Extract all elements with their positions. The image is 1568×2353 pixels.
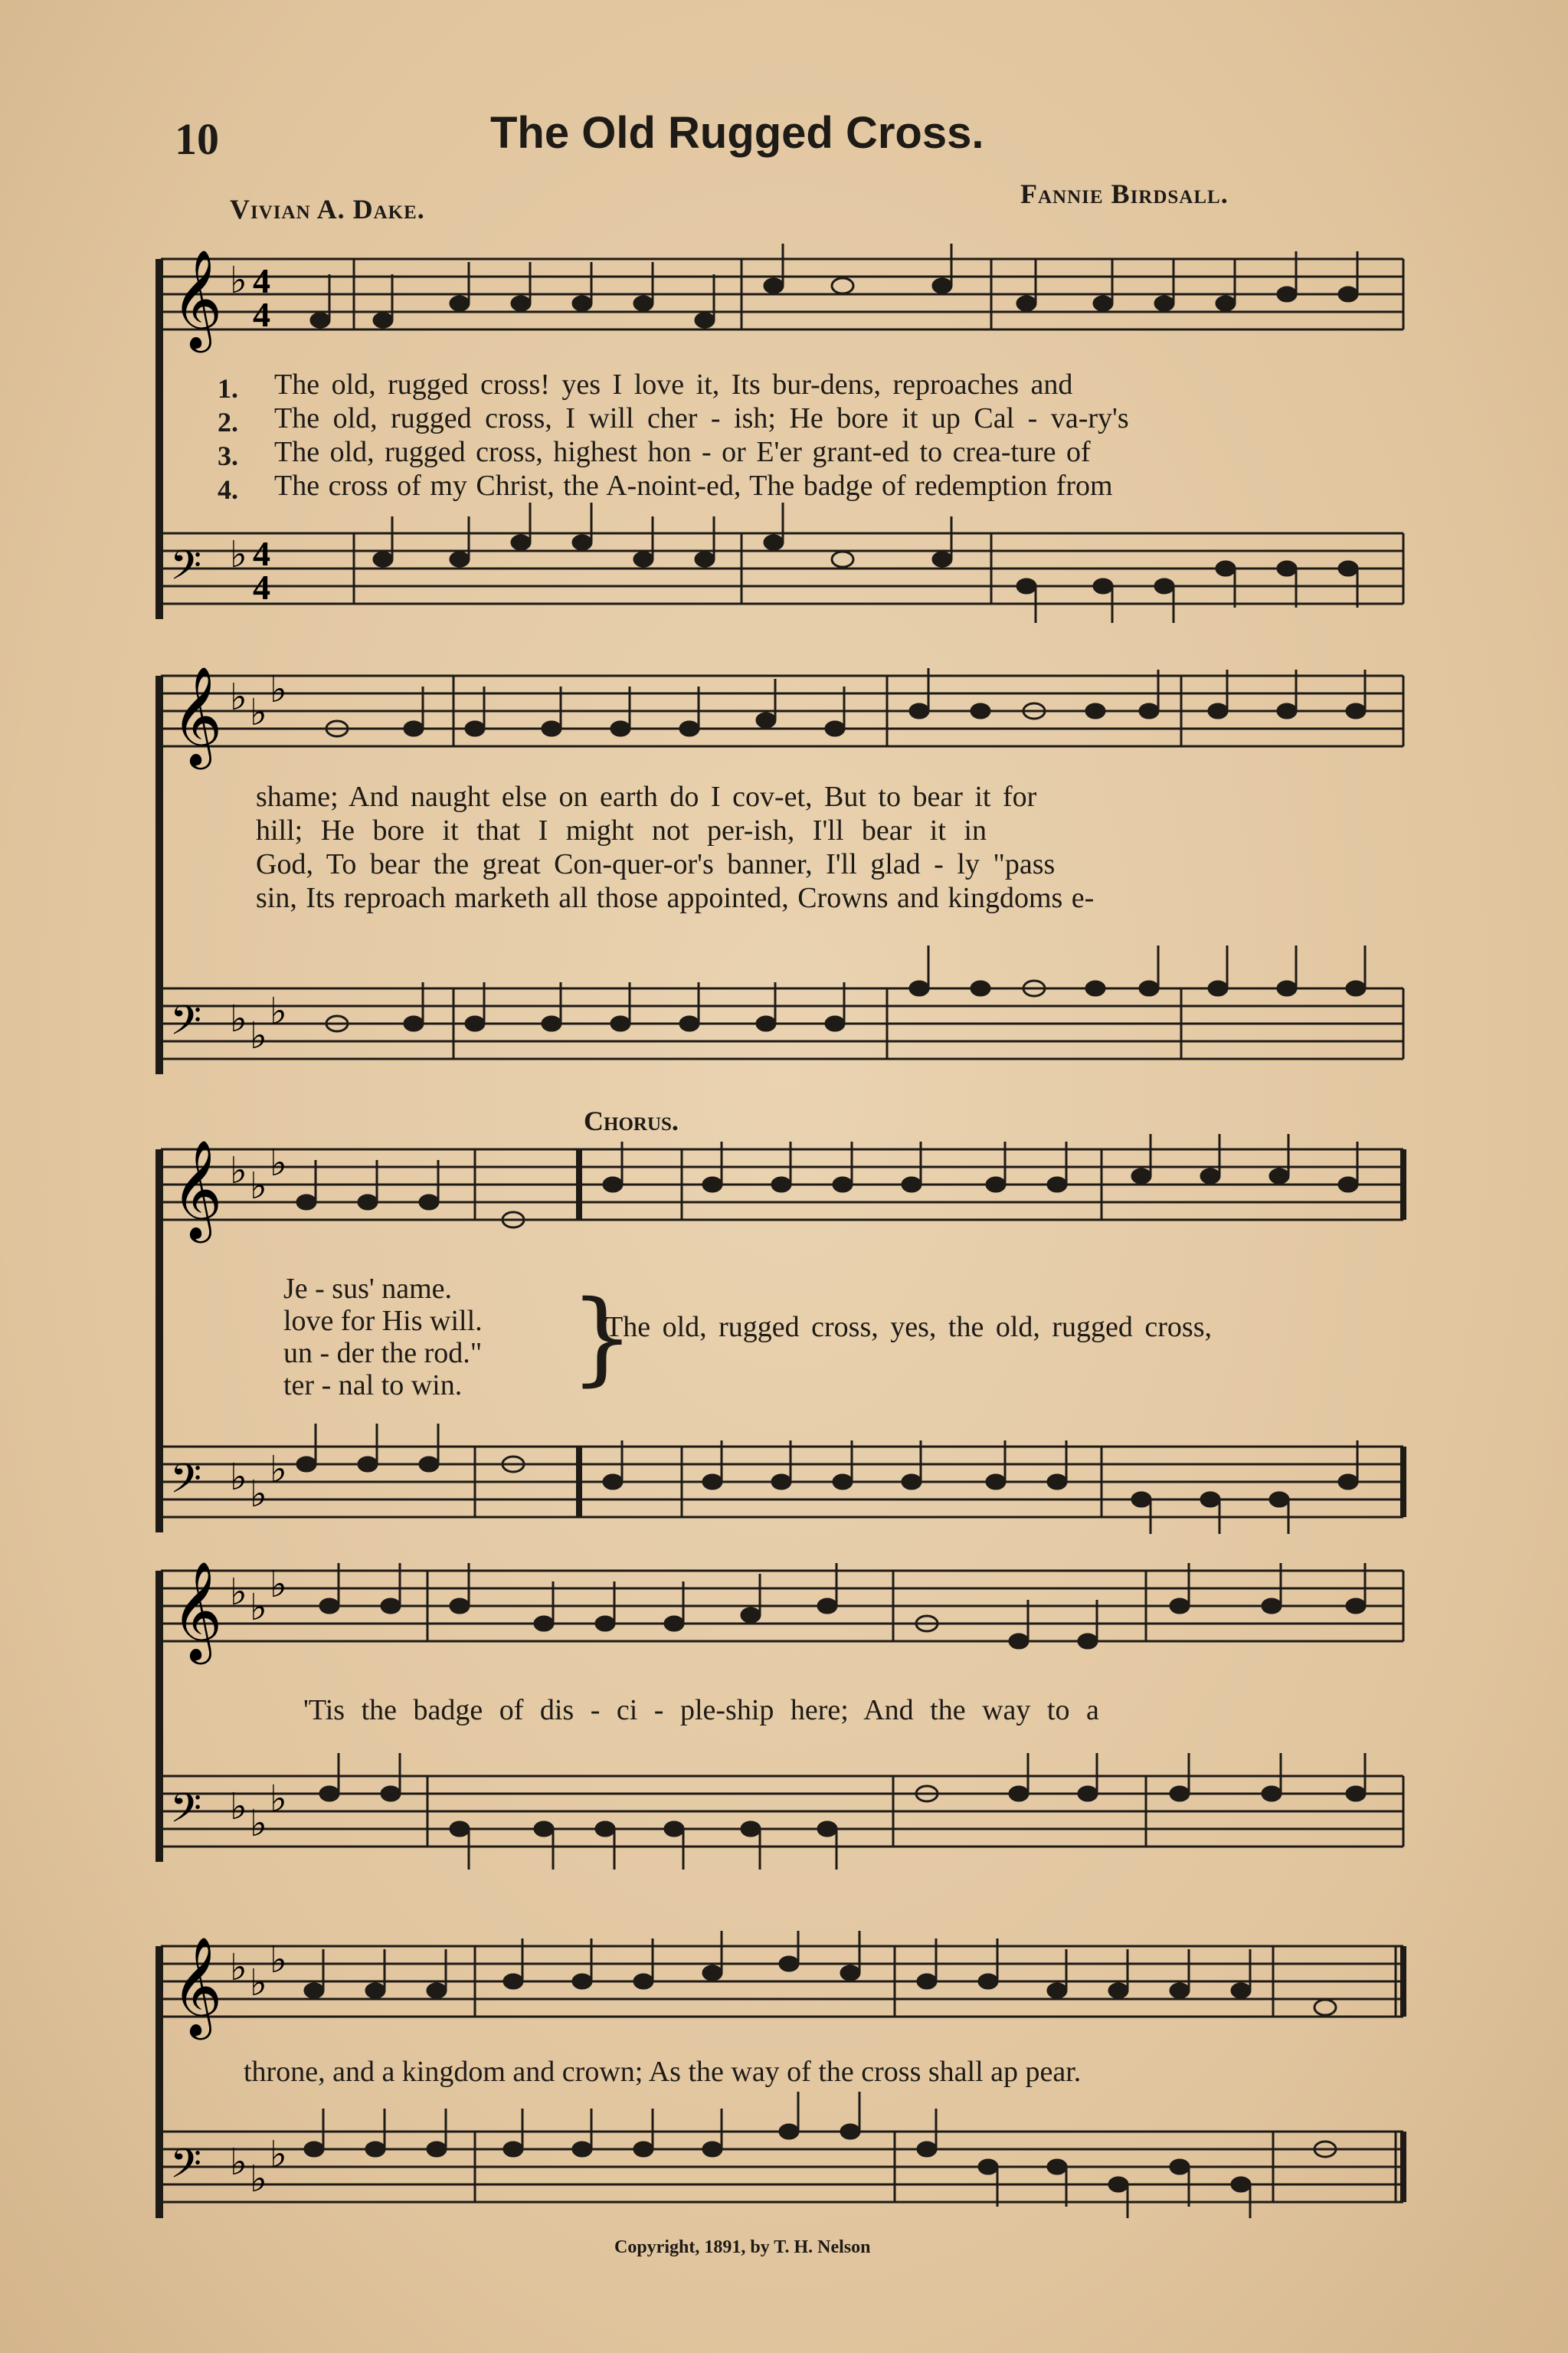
svg-text:♭: ♭	[250, 1586, 267, 1629]
verse-2-ending: love for His will.	[283, 1305, 483, 1337]
chorus-line-2: 'Tis the badge of dis - ci - ple-ship here; And the way to a	[303, 1694, 1099, 1726]
svg-text:♭: ♭	[250, 1802, 267, 1845]
verse-4-line-2: sin, Its reproach marketh all those appointed, Crowns and kingdoms e-	[256, 882, 1095, 914]
svg-text:4: 4	[253, 534, 270, 573]
svg-text:♭: ♭	[230, 533, 247, 576]
svg-text:𝄢: 𝄢	[170, 1456, 202, 1512]
copyright-notice: Copyright, 1891, by T. H. Nelson	[614, 2237, 871, 2257]
verse-number-4: 4.	[218, 474, 238, 505]
svg-text:♭: ♭	[270, 1142, 287, 1185]
svg-text:♭: ♭	[250, 2158, 267, 2201]
music-system-4	[153, 1555, 1409, 1877]
svg-text:𝄞: 𝄞	[172, 1139, 223, 1239]
music-system-2	[153, 660, 1409, 1078]
svg-text:𝄞: 𝄞	[172, 1936, 223, 2036]
verse-4-ending: ter - nal to win.	[283, 1369, 463, 1401]
verse-2-line-2: hill; He bore it that I might not per-ish, I'll bear it in	[256, 814, 987, 847]
svg-text:𝄢: 𝄢	[170, 998, 202, 1054]
svg-text:♭: ♭	[250, 691, 267, 734]
verse-number-2: 2.	[218, 407, 238, 438]
svg-text:♭: ♭	[270, 668, 287, 711]
svg-text:𝄞: 𝄞	[172, 1561, 223, 1660]
svg-text:𝄢: 𝄢	[170, 542, 202, 599]
svg-text:𝄞: 𝄞	[172, 249, 223, 349]
svg-text:♭: ♭	[250, 1961, 267, 2004]
page-number: 10	[175, 114, 219, 164]
chorus-line-3: throne, and a kingdom and crown; As the way of the cross shall ap pear.	[244, 2056, 1082, 2088]
song-title: The Old Rugged Cross.	[490, 108, 984, 158]
verse-1-line-2: shame; And naught else on earth do I cov-et, But to bear it for	[256, 781, 1037, 813]
svg-text:♭: ♭	[270, 1938, 287, 1981]
chorus-label: Chorus.	[584, 1106, 679, 1136]
svg-text:𝄞: 𝄞	[172, 666, 223, 765]
svg-text:♭: ♭	[230, 1456, 247, 1499]
svg-text:♭: ♭	[230, 1571, 247, 1614]
svg-text:♭: ♭	[270, 2133, 287, 2176]
lyricist-credit: Vivian A. Dake.	[230, 194, 425, 224]
svg-text:♭: ♭	[250, 1473, 267, 1516]
svg-text:𝄢: 𝄢	[170, 1785, 202, 1842]
svg-text:♭: ♭	[270, 990, 287, 1033]
verse-number-3: 3.	[218, 441, 238, 471]
verse-1-line-1: The old, rugged cross! yes I love it, Its bur-dens, reproaches and	[274, 369, 1073, 401]
verse-4-line-1: The cross of my Christ, the A-noint-ed, The badge of redemption from	[274, 470, 1113, 502]
svg-text:♭: ♭	[270, 1563, 287, 1606]
verse-3-ending: un - der the rod."	[283, 1337, 483, 1369]
verse-2-line-1: The old, rugged cross, I will cher - ish; He bore it up Cal - va-ry's	[274, 402, 1129, 434]
music-system-3	[153, 1134, 1409, 1536]
verse-1-ending: Je - sus' name.	[283, 1273, 453, 1305]
svg-text:♭: ♭	[270, 1448, 287, 1491]
svg-text:♭: ♭	[230, 2141, 247, 2184]
verse-3-line-2: God, To bear the great Con-quer-or's banner, I'll glad - ly "pass	[256, 848, 1056, 880]
verse-brace: }	[570, 1279, 634, 1397]
svg-text:♭: ♭	[250, 1165, 267, 1208]
composer-credit: Fannie Birdsall.	[1020, 179, 1229, 209]
music-system-5	[153, 1931, 1409, 2222]
svg-text:4: 4	[253, 568, 270, 607]
svg-text:♭: ♭	[230, 1785, 247, 1828]
chorus-line-1: The old, rugged cross, yes, the old, rugged cross,	[605, 1311, 1213, 1343]
svg-text:♭: ♭	[270, 1778, 287, 1820]
svg-text:𝄢: 𝄢	[170, 2141, 202, 2197]
svg-text:♭: ♭	[230, 1149, 247, 1192]
svg-text:♭: ♭	[230, 676, 247, 719]
svg-text:4: 4	[253, 295, 270, 334]
svg-text:♭: ♭	[250, 1014, 267, 1057]
music-system-1	[153, 244, 1409, 623]
svg-text:4: 4	[253, 261, 270, 300]
verse-3-line-1: The old, rugged cross, highest hon - or E'er grant-ed to crea-ture of	[274, 436, 1091, 468]
svg-text:♭: ♭	[230, 259, 247, 302]
svg-text:♭: ♭	[230, 998, 247, 1040]
svg-text:♭: ♭	[230, 1946, 247, 1989]
verse-number-1: 1.	[218, 373, 238, 404]
